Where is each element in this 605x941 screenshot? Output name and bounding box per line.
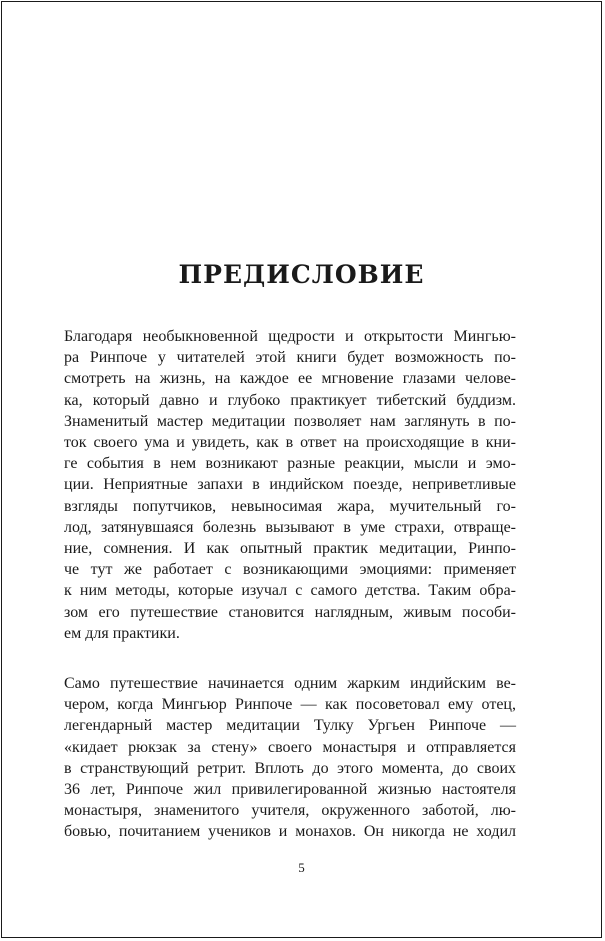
text-line: «кидает рюкзак за стену» своего монастыря и отправляется	[64, 738, 516, 756]
text-line: ток своего ума и увидеть, как в ответ на происходящие в кни-	[64, 434, 516, 452]
paragraph-2	[64, 673, 516, 843]
text-line: ка, который давно и глубоко практикует тибетский буддизм.	[64, 391, 516, 409]
text-line: взгляды попутчиков, невыносимая жара, мучительный го-	[64, 497, 516, 515]
text-line: ра Ринпоче у читателей этой книги будет возможность по-	[64, 349, 516, 367]
text-line: ции. Неприятные запахи в индийском поезде, неприветливые	[64, 476, 516, 494]
text-line: ге события в нем возникают разные реакции, мысли и эмо-	[64, 455, 516, 473]
text-line: бовью, почитанием учеников и монахов. Он никогда не ходил	[64, 823, 516, 841]
text-line: в странствующий ретрит. Вплоть до этого момента, до своих	[64, 759, 516, 777]
text-line: Само путешествие начинается одним жарким индийским ве-	[64, 675, 516, 692]
text-line: чером, когда Мингьюр Ринпоче — как посоветовал ему отец,	[64, 696, 516, 714]
text-line: монастыря, знаменитого учителя, окруженного заботой, лю-	[64, 802, 516, 820]
text-line: зом его путешествие становится наглядным, живым пособи-	[64, 603, 516, 621]
text-line: Знаменитый мастер медитации позволяет нам заглянуть в по-	[64, 412, 516, 430]
text-line: ние, сомнения. И как опытный практик медитации, Ринпо-	[64, 540, 516, 558]
text-line: че тут же работает с возникающими эмоциями: применяет	[64, 561, 516, 579]
page-number: 5	[298, 860, 305, 875]
chapter-heading: ПРЕДИСЛОВИЕ	[178, 260, 425, 289]
paragraph-1	[64, 326, 516, 644]
text-line: ем для практики.	[64, 624, 180, 642]
book-page	[1, 1, 602, 938]
text-line: лод, затянувшаяся болезнь вызывают в уме страхи, отвраще-	[64, 518, 516, 536]
text-line: легендарный мастер медитации Тулку Ургьен Ринпоче —	[64, 717, 516, 735]
text-line: Благодаря необыкновенной щедрости и открытости Мингью-	[64, 328, 516, 345]
text-line: смотреть на жизнь, на каждое ее мгновение глазами челове-	[64, 370, 516, 388]
text-line: к ним методы, которые изучал с самого детства. Таким обра-	[64, 582, 516, 600]
text-line: 36 лет, Ринпоче жил привилегированной жизнью настоятеля	[64, 781, 516, 799]
